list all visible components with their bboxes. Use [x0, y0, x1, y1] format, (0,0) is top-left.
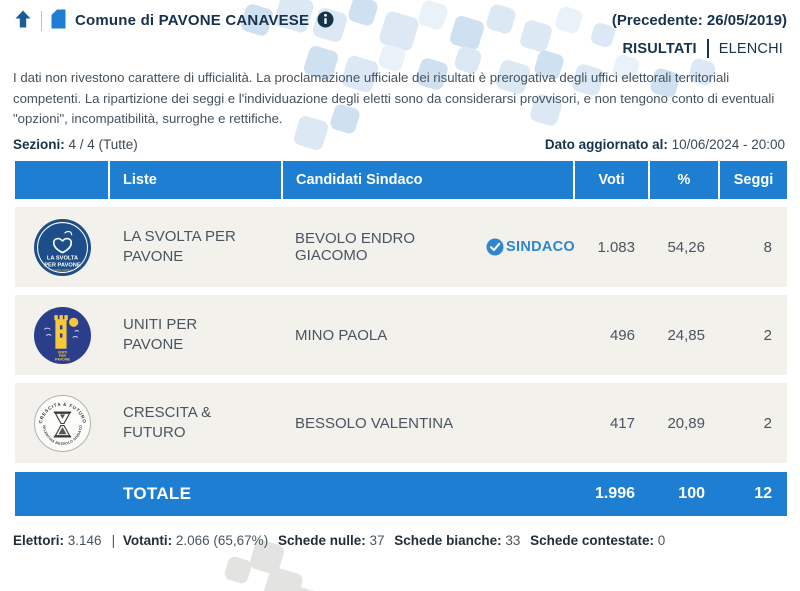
svg-text:PER PAVONE: PER PAVONE — [44, 261, 81, 268]
list-name: CRESCITA & FUTURO — [123, 403, 212, 442]
party-logo — [15, 219, 110, 276]
header-candidati-sindaco: Candidati Sindaco — [283, 161, 575, 199]
percent-value: 54,26 — [667, 238, 705, 256]
header-percent: % — [650, 161, 720, 199]
tabs-row — [0, 32, 800, 58]
la-svolta-per-pavone-logo — [34, 219, 91, 276]
party-logo — [15, 395, 110, 452]
back-up-button[interactable] — [13, 9, 33, 32]
candidate-cell — [283, 327, 575, 344]
total-votes: 1.996 — [594, 485, 635, 503]
svg-text:LA SVOLTA: LA SVOLTA — [46, 255, 79, 262]
list-name: UNITI PER PAVONE — [123, 315, 198, 354]
percent-value: 24,85 — [667, 326, 705, 344]
total-percent: 100 — [678, 485, 705, 503]
sezioni-value: 4 / 4 (Tutte) — [68, 137, 138, 153]
updated-value: 10/06/2024 - 20:00 — [671, 137, 785, 153]
document-button[interactable] — [50, 9, 67, 32]
percent-value: 20,89 — [667, 414, 705, 432]
candidate-cell — [283, 415, 575, 432]
elettori-stat: Elettori: 3.146 — [13, 533, 102, 549]
info-button[interactable] — [317, 11, 334, 31]
top-bar — [0, 0, 800, 32]
table-row — [15, 207, 787, 287]
info-icon — [317, 11, 334, 31]
svg-text:CRESCITA & FUTURO: CRESCITA & FUTURO — [37, 401, 88, 424]
info-bar — [13, 137, 785, 152]
candidate-name: BEVOLO ENDRO GIACOMO — [295, 230, 416, 265]
votes-value: 496 — [609, 326, 635, 344]
updated-label: Dato aggiornato al: — [544, 137, 668, 153]
header-seggi: Seggi — [720, 161, 787, 199]
schede-nulle-stat: Schede nulle: 37 — [277, 533, 385, 549]
table-row — [15, 383, 787, 463]
schede-bianche-stat: Schede bianche: 33 — [394, 533, 521, 549]
document-icon — [50, 9, 67, 32]
party-logo — [15, 307, 110, 364]
tab-risultati[interactable]: RISULTATI — [622, 40, 697, 57]
sezioni-status — [13, 137, 138, 152]
header-divider — [41, 11, 42, 31]
svg-text:PAVONE: PAVONE — [55, 357, 70, 362]
total-row — [15, 472, 787, 516]
updated-status — [545, 137, 785, 152]
seats-value: 2 — [763, 414, 772, 432]
check-icon — [486, 238, 504, 256]
header-logo-column — [15, 161, 110, 199]
svg-text:UNITI: UNITI — [57, 349, 68, 354]
results-table — [15, 161, 787, 516]
svg-text:PER: PER — [59, 353, 66, 358]
header-liste: Liste — [110, 161, 283, 199]
disclaimer-text: I dati non rivestono carattere di ufficialità. La proclamazione ufficiale dei risultati è prerogativa degli uffici elettorali territoriali competenti. La ripartizione dei seggi e l'individuazione degli eletti sono da considerarsi provvisori, e non tengono conto di eventuali "opzioni", incompatibilità, surroghe e rettifiche. — [13, 70, 775, 127]
stat-separator: | — [111, 533, 116, 549]
header-voti: Voti — [575, 161, 650, 199]
footer-statistics — [13, 533, 787, 548]
svg-text:LISTA CIVICA: LISTA CIVICA — [52, 267, 73, 272]
votes-value: 417 — [609, 414, 635, 432]
candidate-cell — [283, 230, 575, 264]
svg-text:VALENTINA BESSOLO SINDACO: VALENTINA BESSOLO SINDACO — [42, 424, 83, 446]
page-title: Comune di PAVONE CANAVESE — [75, 12, 310, 29]
sindaco-badge-label: SINDACO — [506, 239, 575, 256]
total-label: TOTALE — [123, 484, 192, 504]
candidate-name: BESSOLO VALENTINA — [295, 414, 454, 432]
previous-election-date: (Precedente: 26/05/2019) — [611, 12, 787, 29]
sindaco-badge — [486, 238, 575, 256]
candidate-name: MINO PAOLA — [295, 326, 388, 344]
crescita-e-futuro-logo — [34, 395, 91, 452]
list-name: LA SVOLTA PER PAVONE — [123, 227, 236, 266]
seats-value: 8 — [763, 238, 772, 256]
votes-value: 1.083 — [597, 238, 635, 256]
up-arrow-icon — [13, 9, 33, 32]
votanti-stat: Votanti: 2.066 (65,67%) — [122, 533, 269, 549]
uniti-per-pavone-logo — [34, 307, 91, 364]
schede-contestate-stat: Schede contestate: 0 — [530, 533, 666, 549]
table-header-row — [15, 161, 787, 199]
tab-elenchi[interactable]: ELENCHI — [718, 40, 783, 57]
tab-separator — [707, 39, 709, 58]
table-row — [15, 295, 787, 375]
seats-value: 2 — [763, 326, 772, 344]
total-seats: 12 — [754, 485, 772, 503]
sezioni-label: Sezioni: — [13, 137, 65, 153]
